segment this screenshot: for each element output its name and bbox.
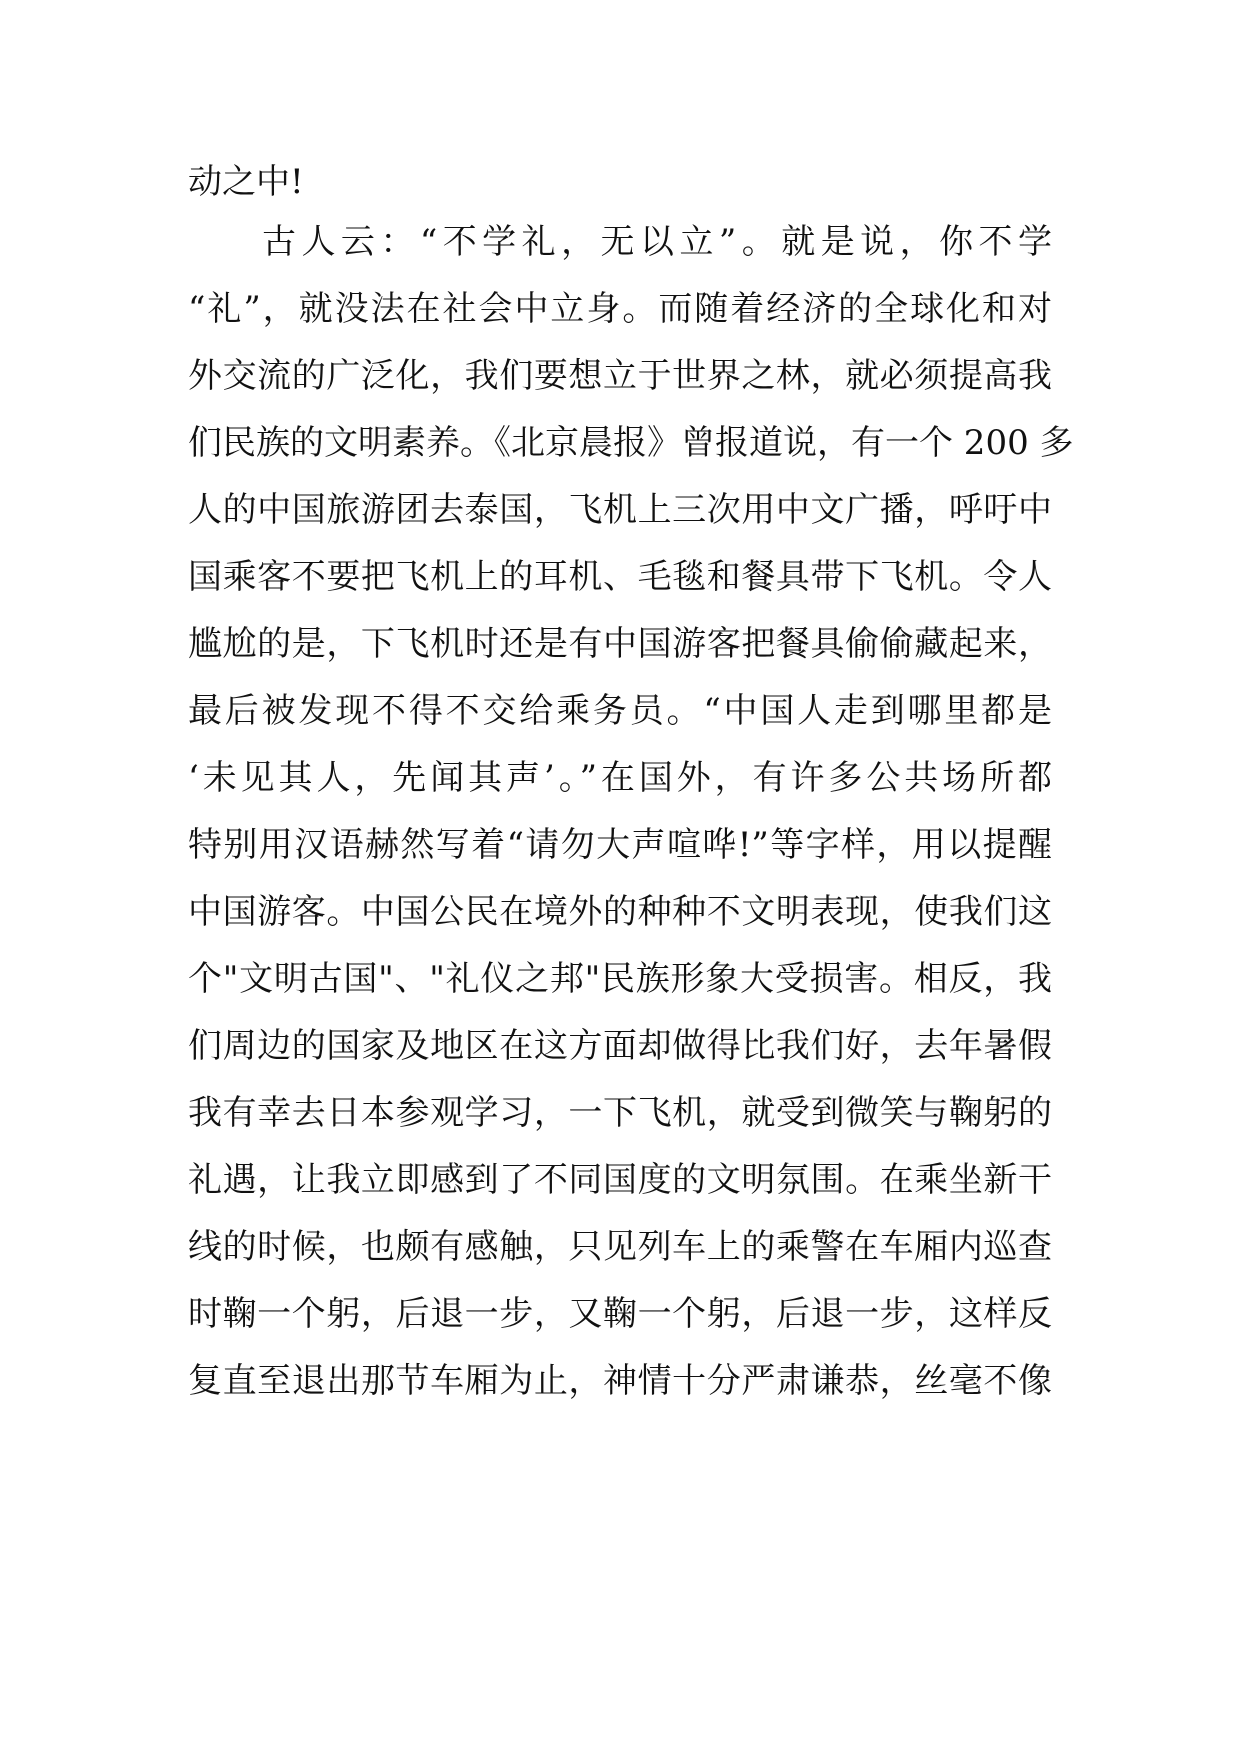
text-line-13: 个"文明古国"、"礼仪之邦"民族形象大受损害。相反，我 <box>188 959 1052 999</box>
text-line-8: 尴尬的是，下飞机时还是有中国游客把餐具偷偷藏起来， <box>188 624 1052 664</box>
text-line-17: 线的时候，也颇有感触，只见列车上的乘警在车厢内巡查 <box>188 1227 1052 1267</box>
text-line-1: 动之中! <box>188 162 304 202</box>
text-line-7: 国乘客不要把飞机上的耳机、毛毯和餐具带下飞机。令人 <box>188 557 1052 597</box>
text-line-5: 们民族的文明素养。《北京晨报》曾报道说，有一个 200 多 <box>188 423 1074 463</box>
text-line-16: 礼遇，让我立即感到了不同国度的文明氛围。在乘坐新干 <box>188 1160 1052 1200</box>
text-line-19: 复直至退出那节车厢为止，神情十分严肃谦恭，丝毫不像 <box>188 1361 1052 1401</box>
text-line-9: 最后被发现不得不交给乘务员。“中国人走到哪里都是 <box>188 691 1052 731</box>
text-line-6: 人的中国旅游团去泰国，飞机上三次用中文广播，呼吁中 <box>188 490 1052 530</box>
paragraph-start-line: 古人云：“不学礼，无以立”。就是说，你不学 <box>262 222 1052 262</box>
text-line-3: “礼”，就没法在社会中立身。而随着经济的全球化和对 <box>188 289 1052 329</box>
text-line-14: 们周边的国家及地区在这方面却做得比我们好，去年暑假 <box>188 1026 1052 1066</box>
text-line-4: 外交流的广泛化，我们要想立于世界之林，就必须提高我 <box>188 356 1052 396</box>
text-line-15: 我有幸去日本参观学习，一下飞机，就受到微笑与鞠躬的 <box>188 1093 1052 1133</box>
text-line-11: 特别用汉语赫然写着“请勿大声喧哗!”等字样，用以提醒 <box>188 825 1052 865</box>
text-line-18: 时鞠一个躬，后退一步，又鞠一个躬，后退一步，这样反 <box>188 1294 1052 1334</box>
text-line-12: 中国游客。中国公民在境外的种种不文明表现，使我们这 <box>188 892 1052 932</box>
text-line-10: ‘未见其人，先闻其声’。”在国外，有许多公共场所都 <box>188 758 1052 798</box>
